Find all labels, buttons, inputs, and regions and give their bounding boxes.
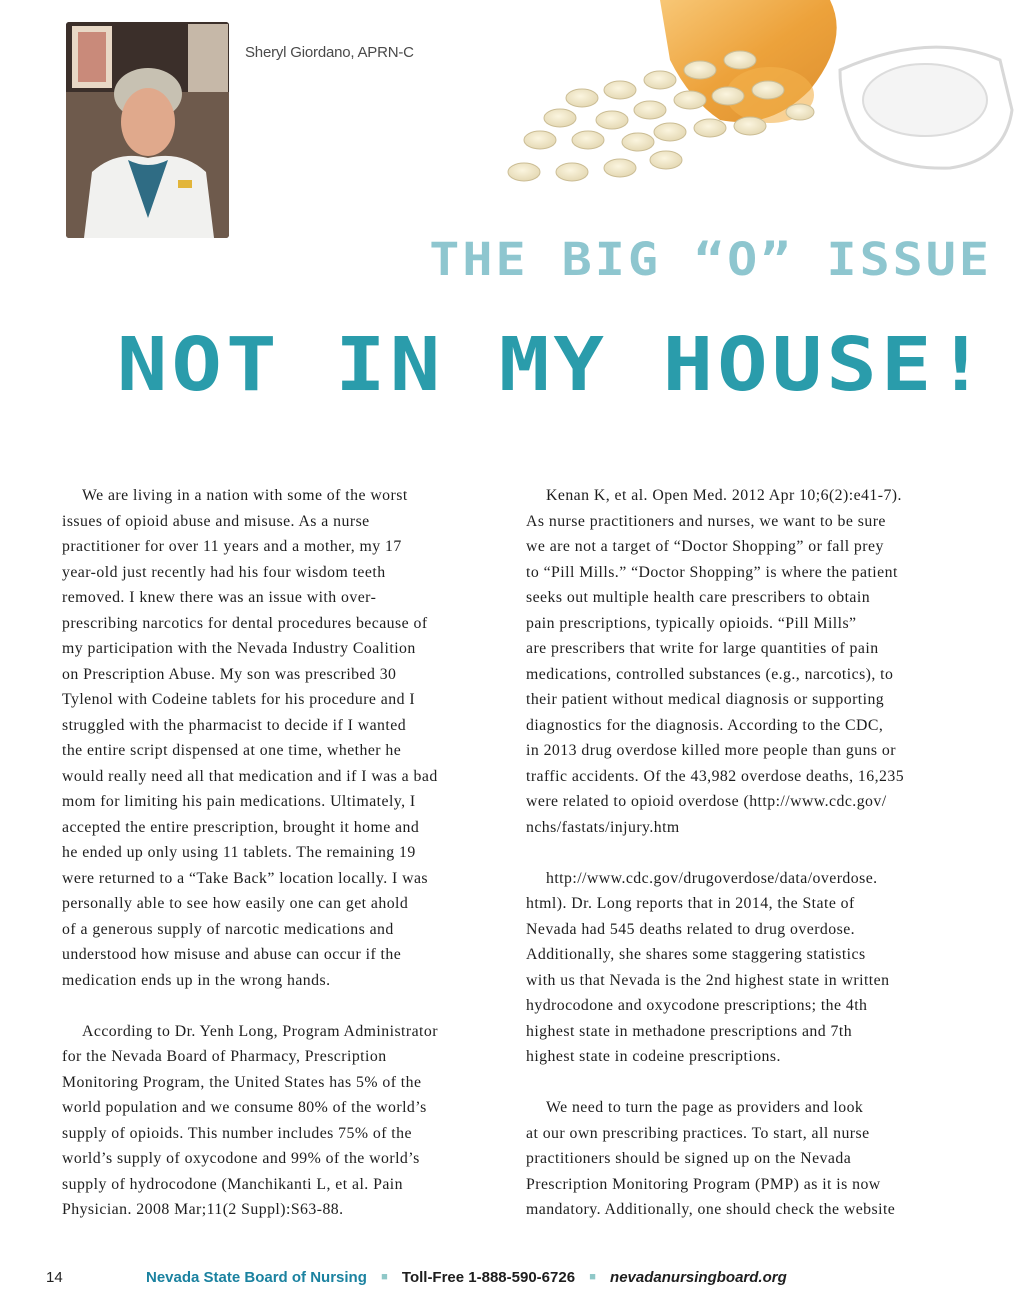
text-line: supply of opioids. This number includes 75% of the [62, 1124, 412, 1142]
text-line: traffic accidents. Of the 43,982 overdose deaths, 16,235 [526, 767, 905, 785]
footer-separator-icon: ■ [589, 1271, 596, 1283]
text-line: Additionally, she shares some staggering statistics [526, 946, 866, 963]
text-line: accepted the entire prescription, brought it home and [62, 818, 420, 836]
text-line: year-old just recently had his four wisdom teeth [62, 563, 386, 581]
text-line: were returned to a “Take Back” location locally. I was [62, 869, 429, 887]
text-line: personally able to see how easily one can get ahold [62, 895, 409, 912]
paragraph-gap [526, 1070, 962, 1096]
text-line: on Prescription Abuse. My son was prescribed 30 [62, 665, 397, 683]
page-number: 14 [46, 1269, 63, 1286]
text-line: html). Dr. Long reports that in 2014, the State of [526, 895, 855, 912]
footer-bar [146, 1269, 787, 1286]
text-line: struggled with the pharmacist to decide if I wanted [62, 716, 407, 734]
text-line: we are not a target of “Doctor Shopping” or fall prey [526, 538, 884, 555]
text-line: Prescription Monitoring Program (PMP) as it is now [526, 1175, 881, 1193]
text-line: http://www.cdc.gov/drugoverdose/data/overdose. [546, 869, 878, 887]
text-line: Kenan K, et al. Open Med. 2012 Apr 10;6(2):e41-7). [546, 487, 902, 504]
text-line: medications, controlled substances (e.g., narcotics), to [526, 665, 894, 683]
text-line: with us that Nevada is the 2nd highest state in written [526, 971, 890, 989]
text-line: We are living in a nation with some of the worst [82, 487, 408, 504]
text-line: for the Nevada Board of Pharmacy, Prescription [62, 1048, 387, 1065]
text-line: he ended up only using 11 tablets. The remaining 19 [62, 844, 416, 861]
article-kicker: THE BIG “O” ISSUE [429, 233, 992, 286]
text-line: mandatory. Additionally, one should check the website [526, 1201, 896, 1218]
text-line: Tylenol with Codeine tablets for his procedure and I [62, 691, 416, 708]
author-photo [66, 22, 229, 238]
text-line: world population and we consume 80% of the world’s [62, 1099, 427, 1116]
text-line: Monitoring Program, the United States has 5% of the [62, 1073, 422, 1091]
footer-organization: Nevada State Board of Nursing [146, 1269, 367, 1286]
text-line: were related to opioid overdose (http://www.cdc.gov/ [526, 793, 887, 810]
text-line: hydrocodone and oxycodone prescriptions; the 4th [526, 997, 868, 1014]
text-line: of a generous supply of narcotic medications and [62, 920, 394, 938]
text-line: highest state in methadone prescriptions and 7th [526, 1022, 853, 1040]
text-line: the entire script dispensed at one time, whether he [62, 742, 402, 759]
text-line: my participation with the Nevada Industry Coalition [62, 640, 416, 657]
article-headline: NOT IN MY HOUSE! [116, 321, 990, 408]
text-line: at our own prescribing practices. To start, all nurse [526, 1124, 870, 1142]
paragraph-gap [62, 993, 502, 1019]
text-line: prescribing narcotics for dental procedures because of [62, 614, 428, 632]
text-line: understood how misuse and abuse can occur if the [62, 946, 402, 963]
article-right-column [526, 483, 962, 1223]
text-line: practitioners should be signed up on the Nevada [526, 1150, 852, 1167]
text-line: As nurse practitioners and nurses, we want to be sure [526, 512, 886, 530]
text-line: are prescribers that write for large quantities of pain [526, 640, 879, 657]
text-line: We need to turn the page as providers and look [546, 1099, 864, 1116]
paragraph-gap [526, 840, 962, 866]
text-line: medication ends up in the wrong hands. [62, 971, 331, 989]
text-line: supply of hydrocodone (Manchikanti L, et al. Pain [62, 1175, 403, 1193]
text-line: would really need all that medication and if I was a bad [62, 767, 438, 785]
pill-bottle-image [500, 0, 1024, 228]
text-line: According to Dr. Yenh Long, Program Administrator [82, 1022, 438, 1040]
text-line: diagnostics for the diagnosis. According to the CDC, [526, 716, 884, 734]
text-line: Physician. 2008 Mar;11(2 Suppl):S63-88. [62, 1201, 344, 1218]
text-line: nchs/fastats/injury.htm [526, 818, 680, 836]
text-line: to “Pill Mills.” “Doctor Shopping” is where the patient [526, 563, 898, 581]
text-line: mom for limiting his pain medications. Ultimately, I [62, 793, 416, 810]
text-line: their patient without medical diagnosis or supporting [526, 691, 885, 708]
text-line: in 2013 drug overdose killed more people than guns or [526, 742, 896, 759]
text-line: Nevada had 545 deaths related to drug overdose. [526, 920, 856, 938]
text-line: world’s supply of oxycodone and 99% of the world’s [62, 1150, 420, 1167]
text-line: removed. I knew there was an issue with over- [62, 589, 377, 606]
text-line: seeks out multiple health care prescribers to obtain [526, 589, 871, 606]
text-line: highest state in codeine prescriptions. [526, 1048, 781, 1065]
footer-phone: Toll-Free 1-888-590-6726 [401, 1269, 576, 1286]
footer-website: nevadanursingboard.org [610, 1269, 787, 1286]
text-line: issues of opioid abuse and misuse. As a nurse [62, 512, 370, 530]
text-line: pain prescriptions, typically opioids. “Pill Mills” [526, 614, 857, 632]
author-caption: Sheryl Giordano, APRN-C [245, 44, 414, 61]
text-line: practitioner for over 11 years and a mother, my 17 [62, 538, 402, 555]
footer-separator-icon: ■ [381, 1271, 388, 1283]
article-left-column [62, 483, 502, 1223]
